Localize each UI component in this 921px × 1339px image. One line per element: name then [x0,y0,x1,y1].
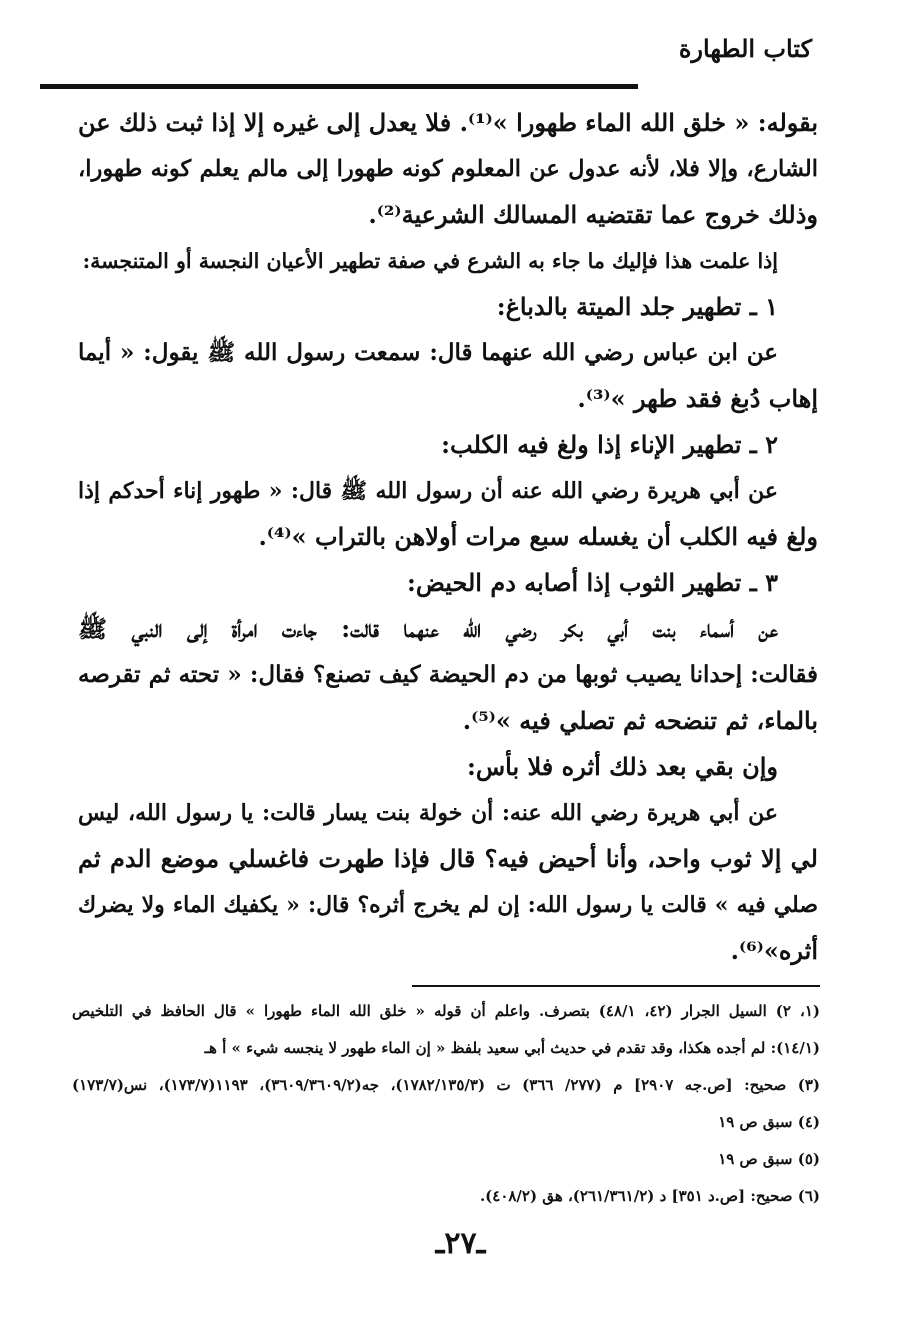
footnote: (٤) سبق ص ١٩ [718,1113,820,1131]
text-line: عن أبي هريرة رضي الله عنه أن رسول الله ﷺ قال: « طهور إناء أحدكم إذا [78,478,778,504]
text-line: وذلك خروج عما تقتضيه المسالك الشرعية⁽²⁾. [368,200,818,229]
footnote: (٥) سبق ص ١٩ [718,1150,820,1168]
text-line: الشارع، وإلا فلا، لأنه عدول عن المعلوم كونه طهورا إلى مالم يعلم كونه طهورا، [78,156,818,182]
text-line: وإن بقي بعد ذلك أثره فلا بأس: [466,752,778,781]
text-line: إذا علمت هذا فإليك ما جاء به الشرع في صفة تطهير الأعيان النجسة أو المتنجسة: [82,249,778,273]
footnote-separator [412,985,820,987]
text-line: أثره»⁽⁶⁾. [730,936,818,965]
text-line: لي إلا ثوب واحد، وأنا أحيض فيه؟ قال فإذا طهرت فاغسلي موضع الدم ثم [78,844,818,873]
text-line: بقوله: « خلق الله الماء طهورا »⁽¹⁾. فلا يعدل إلى غيره إلا إذا ثبت ذلك عن [78,108,818,137]
text-line: بالماء، ثم تنضحه ثم تصلي فيه »⁽⁵⁾. [462,706,818,735]
footnote: (١٤/١): لم أجده هكذا، وقد تقدم في حديث أبي سعيد بلفظ « إن الماء طهور لا ينجسه شيء » أ هـ [204,1039,820,1057]
footnote: (١، ٢) السيل الجرار (٤٢، ٤٨/١) بتصرف. واعلم أن قوله « خلق الله الماء طهورا » قال الحافظ في التلخيص [72,1002,820,1020]
running-header [40,30,812,70]
main-text [78,100,818,974]
text-line: عن ابن عباس رضي الله عنهما قال: سمعت رسول الله ﷺ يقول: « أيما [78,339,778,366]
footnotes [72,993,820,1215]
footnote: (٣) صحيح: [ص.جه ٢٩٠٧] م (٢٧٧/ ٣٦٦) ت (١٧٨٢/١٣٥/٣)، جه(٣٦٠٩/٣٦٠٩/٢)، ١١٩٣(١٧٣/٧)، نس(١٧٣/٧) [72,1076,820,1094]
text-line: إهاب دُبغ فقد طهر »⁽³⁾. [577,384,818,413]
section-heading: ٣ ـ تطهير الثوب إذا أصابه دم الحيض: [407,568,778,597]
section-heading: ١ ـ تطهير جلد الميتة بالدباغ: [496,292,778,321]
text-line: عن أسماء بنت أبي بكر رضي الله عنهما قالت: جاءت امرأة إلى النبي ﷺ [78,614,778,643]
text-line: صلي فيه » قالت يا رسول الله: إن لم يخرج أثره؟ قال: « يكفيك الماء ولا يضرك [78,892,818,918]
text-line: فقالت: إحدانا يصيب ثوبها من دم الحيضة كيف تصنع؟ فقال: « تحته ثم تقرصه [78,661,818,688]
text-line: عن أبي هريرة رضي الله عنه: أن خولة بنت يسار قالت: يا رسول الله، ليس [78,800,778,826]
text-line: ولغ فيه الكلب أن يغسله سبع مرات أولاهن بالتراب »⁽⁴⁾. [258,522,818,551]
page-number: ـ٢٧ـ [435,1226,486,1261]
chapter-title: كتاب الطهارة [678,34,812,63]
footnote: (٦) صحيح: [ص.د ٣٥١] د (٢٦١/٣٦١/٢)، هق (٤٠٨/٢). [479,1187,820,1205]
header-rule [40,84,638,89]
section-heading: ٢ ـ تطهير الإناء إذا ولغ فيه الكلب: [441,430,778,459]
